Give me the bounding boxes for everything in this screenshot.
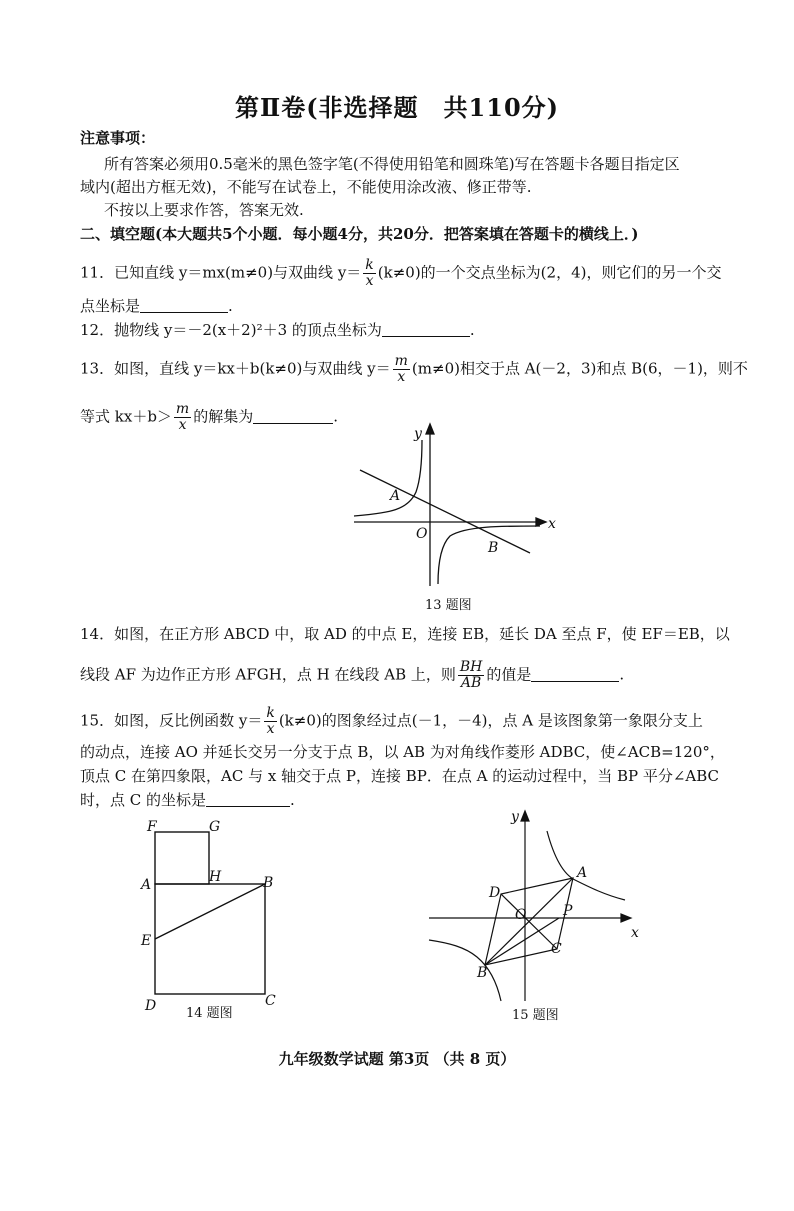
q13-answer-blank[interactable] — [253, 409, 333, 424]
q13-frac-den: x — [397, 369, 406, 385]
q14-frac-num: BH — [459, 659, 483, 675]
q12-end: . — [469, 321, 475, 339]
notice-paragraph-1-line-1: 所有答案必须用0.5毫米的黑色签字笔(不得使用铅笔和圆珠笔)写在答题卡各题目指定区 — [104, 155, 680, 173]
q12-text: 12．抛物线 y＝－2(x＋2)²＋3 的顶点坐标为 — [80, 321, 382, 339]
fig15-x-arrow — [621, 914, 631, 922]
q13-inline-frac-den: x — [178, 417, 187, 433]
fig13-label-o: O — [416, 526, 428, 542]
fig14-square-abcd — [155, 884, 265, 994]
figure-15 — [425, 805, 655, 1005]
q13-fraction — [393, 354, 410, 385]
fig15-caption: 15 题图 — [512, 1008, 559, 1023]
fig15-label-b: B — [477, 965, 488, 981]
q12-answer-blank[interactable] — [382, 322, 470, 337]
q13-end: . — [333, 407, 338, 426]
question-15-line-3: 顶点 C 在第四象限，AC 与 x 轴交于点 P，连接 BP．在点 A 的运动过程中，当 BP 平分∠ABC — [80, 767, 720, 785]
fig15-label-x: x — [631, 925, 639, 941]
question-11-line-2 — [80, 296, 233, 316]
q13-pre: 13．如图，直线 y＝kx＋b(k≠0)与双曲线 y＝ — [80, 359, 391, 378]
q15-fraction — [264, 706, 276, 737]
fig13-caption: 13 题图 — [425, 598, 472, 613]
q11-end: . — [228, 297, 233, 315]
fig14-label-b: B — [263, 875, 274, 891]
notice-paragraph-1-line-2: 域内(超出方框无效)，不能写在试卷上，不能使用涂改液、修正带等. — [80, 178, 532, 196]
fig15-segment-bp — [485, 918, 559, 965]
q13-line2-post: 的解集为 — [193, 407, 254, 426]
q15-end: . — [290, 791, 295, 809]
question-13-line-2 — [80, 402, 338, 433]
fig14-label-e: E — [141, 933, 152, 949]
fig13-label-a: A — [390, 488, 401, 504]
q11-fraction — [363, 258, 375, 289]
q14-line2-pre: 线段 AF 为边作正方形 AFGH，点 H 在线段 AB 上，则 — [80, 665, 456, 684]
q13-inline-fraction — [174, 402, 191, 433]
question-15-line-4 — [80, 790, 295, 810]
fig15-y-arrow — [521, 811, 529, 821]
question-15-line-1 — [80, 706, 703, 737]
page-title: 第Ⅱ卷(非选择题 共110分) — [234, 93, 560, 122]
q11-frac-den: x — [365, 273, 374, 289]
q13-post: (m≠0)相交于点 A(－2，3)和点 B(6，－1)，则不 — [411, 359, 748, 378]
q14-frac-den: AB — [460, 675, 482, 691]
q13-inline-frac-num: m — [175, 401, 190, 417]
fig14-label-g: G — [209, 819, 221, 835]
q15-pre: 15．如图，反比例函数 y＝ — [80, 711, 263, 730]
question-15-line-2: 的动点，连接 AO 并延长交另一分支于点 B，以 AB 为对角线作菱形 ADBC，使∠ACB=120°， — [80, 743, 725, 761]
q13-line2-pre: 等式 kx＋b＞ — [80, 407, 172, 426]
q15-post: (k≠0)的图象经过点(－1，－4)，点 A 是该图象第一象限分支上 — [278, 711, 703, 730]
fig14-label-a: A — [141, 877, 152, 893]
q14-answer-blank[interactable] — [531, 667, 619, 682]
fig13-hyperbola-upper-left — [354, 440, 422, 516]
q15-line4: 时，点 C 的坐标是 — [80, 791, 207, 809]
question-14-line-1: 14．如图，在正方形 ABCD 中，取 AD 的中点 E，连接 EB，延长 DA 至点 F，使 EF＝EB，以 — [80, 625, 730, 643]
fig15-label-a: A — [577, 865, 588, 881]
fig13-label-b: B — [488, 540, 499, 556]
q14-line2-post: 的值是 — [486, 665, 532, 684]
q13-frac-num: m — [394, 353, 408, 369]
q15-answer-blank[interactable] — [206, 792, 290, 807]
notice-heading: 注意事项： — [80, 129, 156, 147]
fig15-label-p: P — [563, 903, 573, 919]
q11-answer-blank[interactable] — [140, 298, 228, 313]
fig14-caption: 14 题图 — [186, 1006, 233, 1021]
q11-post: (k≠0)的一个交点坐标为(2，4)，则它们的另一个交 — [377, 263, 722, 282]
q11-line2: 点坐标是 — [80, 297, 141, 315]
question-11-line-1 — [80, 258, 721, 289]
figure-13 — [350, 420, 570, 590]
fig14-label-d: D — [145, 998, 157, 1014]
fig13-y-arrow — [426, 424, 434, 434]
fig14-square-afgh — [155, 832, 209, 884]
page-footer: 九年级数学试题 第3页 （共 8 页） — [278, 1050, 516, 1068]
notice-paragraph-2: 不按以上要求作答，答案无效. — [104, 201, 304, 219]
q15-frac-den: x — [266, 721, 275, 737]
fig15-label-c: C — [551, 941, 562, 957]
question-13-line-1 — [80, 354, 748, 385]
fig15-label-y: y — [511, 809, 519, 825]
question-14-line-2 — [80, 660, 624, 691]
q11-frac-num: k — [365, 257, 374, 273]
q15-frac-num: k — [266, 705, 275, 721]
fig14-label-c: C — [265, 993, 276, 1009]
question-12 — [80, 320, 475, 340]
fig14-label-f: F — [147, 819, 157, 835]
q11-pre: 11．已知直线 y＝mx(m≠0)与双曲线 y＝ — [80, 263, 362, 282]
q14-end: . — [619, 665, 625, 684]
fig13-label-y: y — [414, 426, 422, 442]
q14-fraction — [458, 660, 485, 691]
section-heading: 二、填空题(本大题共5个小题．每小题4分，共20分．把答案填在答题卡的横线上．) — [80, 225, 639, 243]
fig15-label-d: D — [489, 885, 501, 901]
fig14-segment-eb — [155, 884, 265, 939]
fig15-hyperbola-third-quadrant — [429, 940, 501, 1001]
fig14-label-h: H — [209, 869, 222, 885]
fig13-label-x: x — [548, 516, 556, 532]
fig15-label-o: O — [515, 907, 527, 923]
fig13-x-arrow — [536, 518, 546, 526]
figure-14 — [135, 815, 285, 1020]
